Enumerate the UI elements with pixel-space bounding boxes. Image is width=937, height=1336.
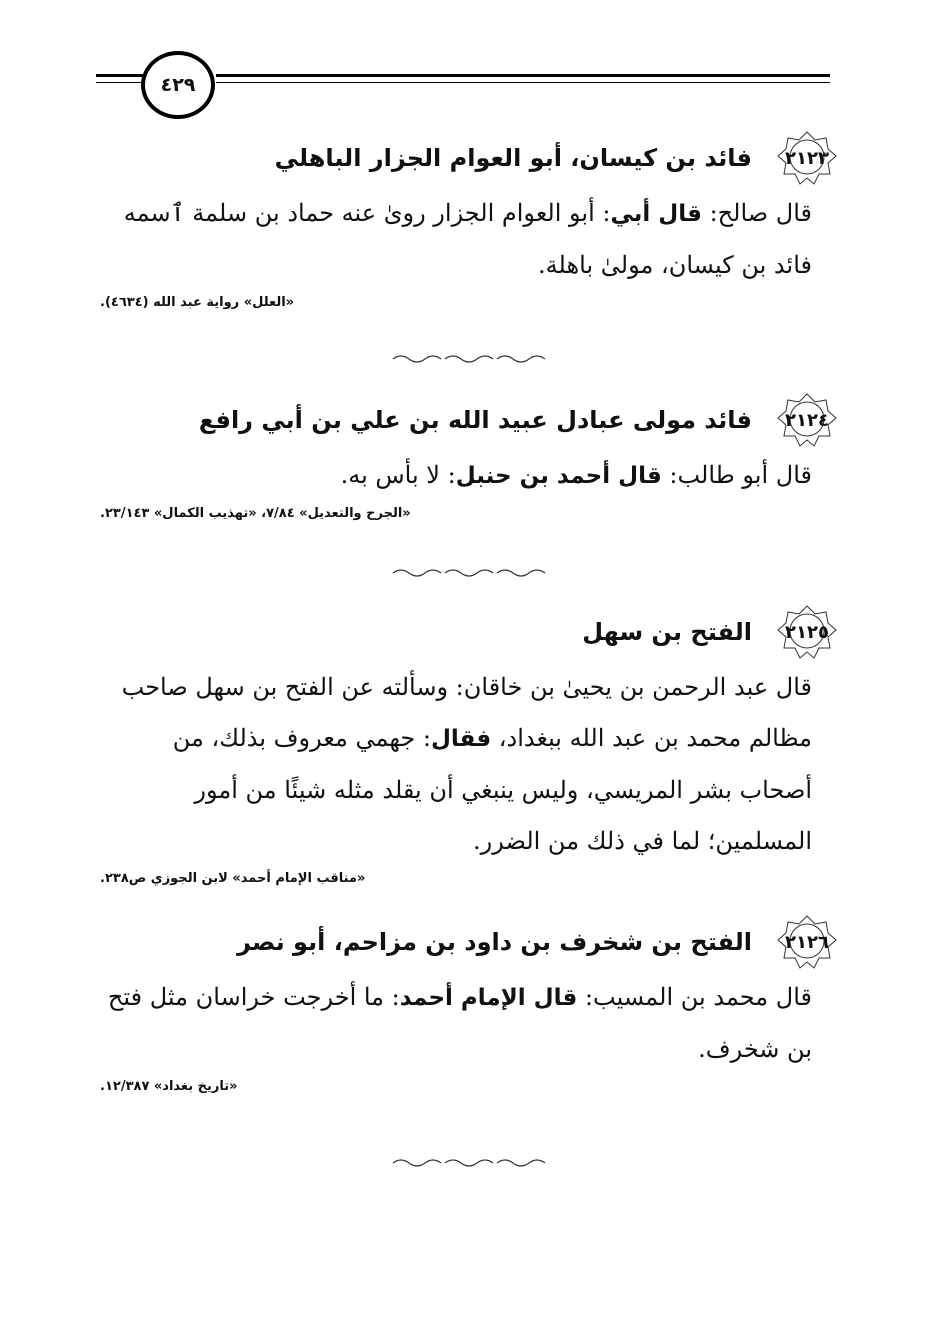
body-text: قال محمد بن المسيب:	[577, 983, 812, 1011]
divider-ornament-icon	[389, 566, 549, 580]
body-text: : ما أخرجت خراسان مثل فتح بن شخرف.	[107, 983, 812, 1063]
entry-2123	[100, 128, 840, 310]
entry-number-badge	[774, 912, 840, 972]
body-bold: قال أحمد بن حنبل	[455, 463, 662, 489]
body-bold: قال أبي	[610, 201, 702, 227]
entry-source: «مناقب الإمام أحمد» لابن الجوزي ص٢٣٨.	[100, 871, 366, 886]
body-text: قال صالح:	[701, 199, 812, 227]
entry-2124	[100, 390, 840, 521]
divider-ornament-icon	[389, 1156, 549, 1170]
header-rule	[216, 82, 830, 83]
section-divider	[0, 352, 937, 371]
entry-source: «تاريخ بغداد» ١٢/٣٨٧.	[100, 1079, 238, 1094]
section-divider	[0, 1156, 937, 1175]
entry-body	[100, 662, 840, 867]
entry-header	[100, 912, 840, 972]
body-text: : أبو العوام الجزار روىٰ عنه حماد بن سلمة ٱسمه فائد بن كيسان، مولىٰ باهلة.	[123, 199, 812, 279]
entry-title: فائد بن كيسان، أبو العوام الجزار الباهلي	[274, 144, 752, 172]
entry-number: ٢١٢٣	[785, 147, 829, 169]
page-number: ٤٢٩	[160, 74, 196, 96]
section-divider	[0, 566, 937, 585]
entry-header	[100, 128, 840, 188]
entry-body	[100, 972, 840, 1075]
divider-ornament-icon	[389, 352, 549, 366]
entry-number-badge	[774, 602, 840, 662]
body-bold: فقال	[430, 726, 492, 752]
body-text: قال أبو طالب:	[661, 461, 812, 489]
body-bold: قال الإمام أحمد	[399, 985, 578, 1011]
entry-source: «العلل» رواية عبد الله (٤٦٣٤).	[100, 295, 295, 310]
header-rule	[216, 74, 830, 77]
entry-header	[100, 390, 840, 450]
page-header	[96, 48, 836, 128]
entry-2125	[100, 602, 840, 886]
body-text: : لا بأس به.	[340, 461, 456, 489]
page-number-circle	[141, 51, 215, 119]
entry-number: ٢١٢٦	[785, 931, 829, 953]
entry-title: الفتح بن سهل	[582, 618, 752, 646]
body-text: : جهمي معروف بذلك، من أصحاب بشر المريسي، وليس ينبغي أن يقلد مثله شيئًا من أمور المسلمين؛ لما في ذلك من الضرر.	[172, 724, 812, 855]
entry-title: الفتح بن شخرف بن داود بن مزاحم، أبو نصر	[237, 928, 752, 956]
entry-number-badge	[774, 390, 840, 450]
entry-number: ٢١٢٤	[785, 409, 829, 431]
entry-2126	[100, 912, 840, 1094]
entry-number-badge	[774, 128, 840, 188]
entry-number: ٢١٢٥	[785, 621, 829, 643]
entry-title: فائد مولى عبادل عبيد الله بن علي بن أبي رافع	[198, 406, 752, 434]
entry-header	[100, 602, 840, 662]
entry-body	[100, 188, 840, 291]
body-text: قال عبد الرحمن بن يحيىٰ بن خاقان: وسألته عن الفتح بن سهل صاحب مظالم محمد بن عبد الله ببغداد،	[121, 673, 812, 752]
entry-source: «الجرح والتعديل» ٧/٨٤، «تهذيب الكمال» ٢٣/١٤٣.	[100, 506, 411, 521]
entry-body	[100, 450, 840, 502]
